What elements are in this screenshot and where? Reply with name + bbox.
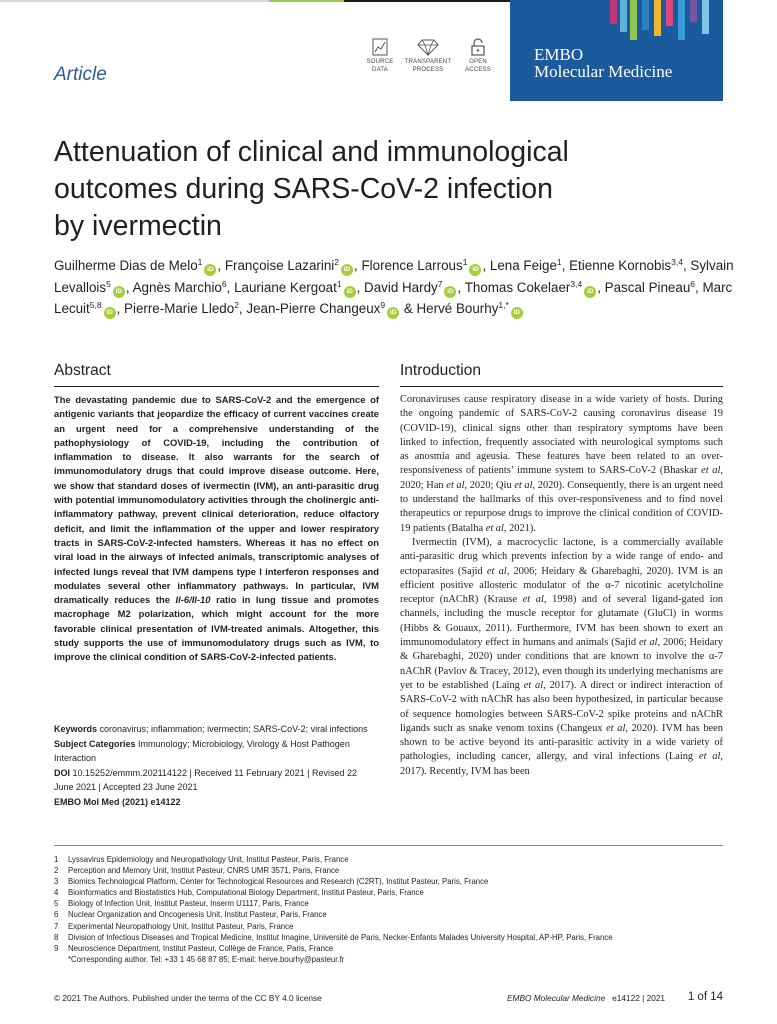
introduction-text <box>400 393 723 779</box>
author-affiliation-marker: 3,4 <box>671 257 683 267</box>
author-separator: , <box>226 279 231 295</box>
author-separator: & <box>400 301 413 317</box>
author-separator: , <box>116 301 121 317</box>
affiliation-number: 4 <box>54 888 59 898</box>
affiliation-number: 5 <box>54 899 59 909</box>
open-access-badge[interactable] <box>454 38 502 74</box>
author-name[interactable]: Pierre-Marie Lledo <box>124 301 235 317</box>
author <box>364 280 461 295</box>
citation: EMBO Mol Med (2021) e14122 <box>54 796 181 807</box>
affiliation-text: Nuclear Organization and Oncogenesis Unit, Institut Pasteur, Paris, France <box>68 910 327 920</box>
author-affiliation-marker: 3,4 <box>570 278 583 289</box>
journal-name-line2: Molecular Medicine <box>534 62 673 81</box>
orcid-icon[interactable]: iD <box>113 286 125 298</box>
italic-run: et al <box>523 679 544 691</box>
author-affiliation-marker: 1,* <box>498 300 509 311</box>
author <box>569 258 687 273</box>
subject-categories: Subject Categories Immunology; Microbiology, Virology & Host Pathogen Interaction <box>54 738 350 764</box>
affiliation-text: Perception and Memory Unit, Institut Pasteur, CNRS UMR 3571, Paris, France <box>68 866 340 876</box>
text-run: , 2020; Qiu <box>464 479 515 491</box>
intro-paragraph-1 <box>400 393 723 536</box>
page-number: 1 of 14 <box>687 991 723 1003</box>
affiliation-number: 2 <box>54 866 59 876</box>
orcid-icon[interactable]: iD <box>344 286 356 298</box>
affiliation-number: 6 <box>54 910 59 920</box>
orcid-icon[interactable]: iD <box>469 264 481 276</box>
article-badges <box>356 38 502 84</box>
affiliation-item <box>54 854 734 865</box>
author-name[interactable]: Agnès Marchio <box>132 279 222 295</box>
italic-run: et al <box>606 722 626 734</box>
affiliation-item <box>54 865 734 876</box>
affiliation-text: Bioinformatics and Biostatistics Hub, Computational Biology Department, Institut Pasteur, Paris, France <box>68 888 424 898</box>
author-separator: , <box>695 279 699 295</box>
author-name[interactable]: Thomas Cokelaer <box>464 279 571 295</box>
italic-run: et al <box>638 637 658 649</box>
journal-name-line1: EMBO <box>534 45 584 64</box>
abstract-heading: Abstract <box>54 362 111 379</box>
author <box>465 280 601 295</box>
author-name[interactable]: Etienne Kornobis <box>569 258 672 273</box>
journal-logo-block[interactable] <box>510 0 723 101</box>
affiliation-number: 9 <box>54 943 59 953</box>
author-affiliation-marker: 7 <box>437 278 443 289</box>
text-run: , 2020; Han <box>400 465 723 491</box>
orcid-icon[interactable]: iD <box>584 286 596 298</box>
author <box>225 258 358 273</box>
author <box>605 280 699 295</box>
source-data-label: SOURCE DATA <box>366 59 394 73</box>
affiliation-item <box>54 876 734 887</box>
affiliation-text: Division of Infectious Diseases and Tropical Medicine, Institut Imagine, Université de Paris, Necker-Enfants Malades University Hospital, AP-HP, Paris, France <box>68 932 613 942</box>
author-separator: , <box>682 258 687 273</box>
affiliation-item <box>54 887 734 898</box>
author-separator: , <box>125 279 130 295</box>
author-affiliation-marker: 6 <box>690 278 696 289</box>
italic-run: et al <box>701 465 721 477</box>
affiliation-text: Experimental Neuropathology Unit, Institut Pasteur, Paris, France <box>68 921 294 931</box>
open-lock-icon <box>470 38 486 56</box>
footer-journal: EMBO Molecular Medicine e14122 | 2021 <box>507 993 666 1003</box>
author-affiliation-marker: 2 <box>334 257 339 267</box>
affiliation-number: 3 <box>54 877 59 887</box>
affiliation-number: 8 <box>54 932 59 942</box>
orcid-icon[interactable]: iD <box>387 307 399 319</box>
author-list <box>54 255 734 320</box>
text-run: , 1998) and of several ligand-gated ion channels, including the muscle receptor for glutamate (GluCl) in worms (Hibbs & Gouaux, 2011). Furthermore, IVM has been shown to exert an immunomodulatory effect in humans and animals (Sajid <box>400 594 723 649</box>
text-run: , 2020). Consequently, there is an urgent need to understand the hallmarks of this over-responsiveness and to find novel therapeutics or repurpose drugs to improve the clinical condition of COVID-19 patients (Batalha <box>400 479 723 534</box>
top-bar-segment-black <box>344 0 510 2</box>
copyright-notice: © 2021 The Authors. Published under the terms of the CC BY 4.0 license <box>54 993 322 1003</box>
logo-color-bars <box>510 0 723 40</box>
author-affiliation-marker: 2 <box>234 300 239 311</box>
italic-run: et al <box>485 522 504 534</box>
author-separator: , <box>217 258 222 273</box>
introduction-heading: Introduction <box>400 362 481 379</box>
author-name[interactable]: Guilherme Dias de Melo <box>54 258 198 273</box>
author-name[interactable]: David Hardy <box>364 279 438 295</box>
diamond-icon <box>417 38 439 56</box>
text-run: , 2006; Heidary & Gharebaghi, 2020). IVM is an efficient positive allosteric modulator of the α-7 nicotinic acetylcholine receptor (nAChR) (Krause <box>400 565 723 606</box>
author-affiliation-marker: 1 <box>197 257 203 267</box>
affiliation-number: 7 <box>54 921 59 931</box>
text-run: , 2006; Heidary & Gharebaghi, 2020) under conditions that are known to involve the α-7 nAChR (Pavlov & Tracey, 2012), even though its underlying mechanisms are yet to be established (Laing <box>400 637 723 691</box>
author-name[interactable]: Marc Lecuit <box>54 279 733 317</box>
author-name[interactable]: Florence Larrous <box>361 258 463 273</box>
introduction-heading-rule <box>400 386 723 387</box>
italic-run: et al <box>698 751 721 763</box>
author-affiliation-marker: 1 <box>462 257 468 267</box>
affiliation-text: Lyssavirus Epidemiology and Neuropathology Unit, Institut Pasteur, Paris, France <box>68 855 349 864</box>
intro-paragraph-2 <box>400 536 723 779</box>
author <box>490 258 565 273</box>
author-separator: , <box>482 258 487 273</box>
author-name[interactable]: Hervé Bourhy <box>416 301 499 317</box>
author-name[interactable]: Lauriane Kergoat <box>234 279 337 295</box>
author-affiliation-marker: 5,8 <box>89 300 102 311</box>
author <box>417 301 524 316</box>
author-affiliation-marker: 1 <box>336 278 342 289</box>
italic-run: et al <box>514 479 533 491</box>
author-affiliation-marker: 1 <box>556 257 562 267</box>
author-affiliation-marker: 6 <box>221 278 227 289</box>
text-run: Coronaviruses cause respiratory disease in a wide variety of hosts. During the ongoing pandemic of SARS-CoV-2 causing coronavirus disease 19 (COVID-19), clinical signs other than respiratory symptoms have been linked to infection, frequently associated with neurological symptoms such as anosmia and ageusia. These features have been related to an over-responsiveness of patients’ immune system to SARS-CoV-2 (Bhaskar <box>400 394 723 477</box>
orcid-icon[interactable]: iD <box>444 286 456 298</box>
affiliation-text: Neuroscience Department, Institut Pasteur, Collège de France, Paris, France <box>68 943 334 953</box>
author-name[interactable]: Françoise Lazarini <box>224 258 335 273</box>
abstract-heading-rule <box>54 386 379 387</box>
transparent-process-label: TRANSPARENT PROCESS <box>404 59 452 73</box>
article-metadata <box>54 722 379 810</box>
author-separator: , <box>597 279 601 295</box>
affiliation-text: Biomics Technological Platform, Center for Technological Resources and Research (C2RT), Institut Pasteur, Paris, France <box>68 877 489 887</box>
text-run: Ivermectin (IVM), a macrocyclic lactone, is a commercially available anti-parasitic drug which prevents infection by a wide range of endo- and ectoparasites (Sajid <box>400 536 723 577</box>
author <box>246 301 412 316</box>
italic-run: et al <box>522 594 544 606</box>
source-data-badge[interactable] <box>356 38 404 74</box>
author-separator: , <box>354 258 358 273</box>
affiliation-item <box>54 909 734 920</box>
transparent-process-badge[interactable] <box>404 38 452 74</box>
top-bar-segment-green <box>269 0 344 2</box>
italic-run: et al <box>486 565 507 577</box>
affiliation-item <box>54 921 734 932</box>
doi-and-dates: DOI 10.15252/emmm.202114122 | Received 11 February 2021 | Revised 22 June 2021 | Accepted 23 June 2021 <box>54 767 358 793</box>
orcid-icon[interactable]: iD <box>104 307 116 319</box>
affiliation-item <box>54 898 734 909</box>
author <box>133 280 231 295</box>
author-name[interactable]: Sylvain Levallois <box>54 258 734 295</box>
keywords: Keywords coronavirus; inflammation; ivermectin; SARS-CoV-2; viral infections <box>54 724 368 734</box>
affiliations-list <box>54 854 734 965</box>
orcid-icon[interactable]: iD <box>511 307 523 319</box>
author-separator: , <box>356 279 361 295</box>
article-title: Attenuation of clinical and immunological outcomes during SARS-CoV-2 infection by ivermectin <box>54 136 569 242</box>
affiliation-item <box>54 932 734 943</box>
source-data-icon <box>371 38 389 56</box>
abstract-text: The devastating pandemic due to SARS-CoV-2 and the emergence of antigenic variants that jeopardize the efficacy of current vaccines create an urgent need for a comprehensive understanding of the pathophysiology of COVID-19, including the contribution of inflammation to disease. It also warrants for the search of immunomodulatory drugs that could improve disease outcome. Here, we show that standard doses of ivermectin (IVM), an anti-parasitic drug with potential immunomodulatory activities through the cholinergic anti-inflammatory pathway, prevent clinical deterioration, reduce olfactory deficit, and limit the inflammation of the upper and lower respiratory tracts in SARS-CoV-2-infected hamsters. Whereas it has no effect on viral load in the airways of infected animals, transcriptomic analyses of infected lungs reveal that IVM dampens type I interferon responses and modulates several other inflammatory pathways. In particular, IVM dramatically reduces the Il-6/Il-10 ratio in lung tissue and promotes macrophage M2 polarization, which might account for the more favorable clinical presentation of IVM-treated animals. Altogether, this study supports the use of immunomodulatory drugs such as IVM, to improve the clinical condition of SARS-CoV-2-infected patients. <box>54 394 379 663</box>
text-run: , 2020). IVM has been shown to be active beyond its anti-parasitic activity in a wide variety of pathologies, including cancer, allergy, and viral infections (Laing <box>400 722 723 763</box>
text-run: , 2021). <box>503 522 536 534</box>
author <box>234 280 360 295</box>
text-run: , 2017). Recently, IVM has been <box>400 751 723 777</box>
author <box>361 258 486 273</box>
author-separator: , <box>457 279 462 295</box>
orcid-icon[interactable]: iD <box>204 264 216 276</box>
orcid-icon[interactable]: iD <box>341 264 353 276</box>
footnote-rule <box>54 845 723 846</box>
affiliation-text: Biology of Infection Unit, Institut Pasteur, Inserm U1117, Paris, France <box>68 899 309 909</box>
author-separator: , <box>238 301 243 317</box>
author-name[interactable]: Lena Feige <box>489 258 557 273</box>
article-type-label: Article <box>54 64 107 85</box>
author-affiliation-marker: 9 <box>380 300 386 311</box>
author-separator: , <box>561 258 566 273</box>
italic-run: et al <box>446 479 465 491</box>
author-name[interactable]: Pascal Pineau <box>604 279 691 295</box>
author <box>54 258 221 273</box>
open-access-label: OPEN ACCESS <box>465 59 491 73</box>
author-name[interactable]: Jean-Pierre Changeux <box>246 301 381 317</box>
top-bar-segment-gray <box>0 0 269 2</box>
text-run: , 2017). A direct or indirect interaction of SARS-CoV-2 with nAChR has also been hypothesized, in particular because of sequence homologies between SARS-CoV-2 spike proteins and nAChR ligands such as snake venom toxins (Changeux <box>400 679 723 734</box>
author <box>124 301 243 316</box>
corresponding-author[interactable]: *Corresponding author. Tel: +33 1 45 68 87 85; E-mail: herve.bourhy@pasteur.fr <box>68 954 345 964</box>
author-affiliation-marker: 5 <box>106 278 111 289</box>
affiliation-number: 1 <box>54 855 59 864</box>
affiliation-item <box>54 943 734 954</box>
